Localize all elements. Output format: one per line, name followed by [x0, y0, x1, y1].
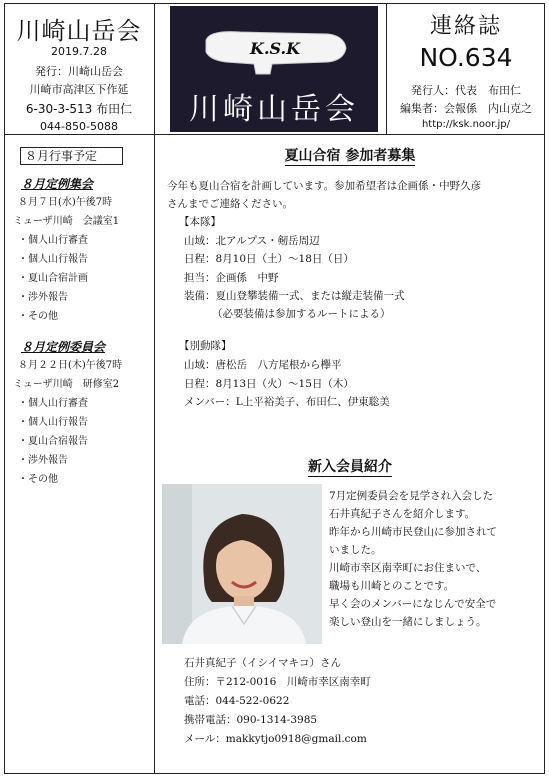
member-name: 石井真紀子（イシイマキコ）さん [184, 657, 341, 669]
main-party-dates: 日程：8月10日（土）～18日（日） [184, 253, 354, 265]
regular-meeting-datetime: ８月７日(水)午後7時 [18, 197, 113, 208]
intro-line: 川崎市幸区南幸町にお住まいで、 [329, 562, 487, 574]
schedule-sidebar [4, 135, 155, 774]
member-mobile: 携帯電話：090-1314-3985 [184, 714, 318, 726]
committee-meeting-title: ８月定例委員会 [21, 340, 106, 354]
new-member-title: 新入会員紹介 [308, 459, 392, 475]
portrait-image [162, 484, 322, 644]
logo-club-name: 川崎山岳会 [189, 92, 359, 127]
member-photo [162, 484, 322, 644]
list-item: ・夏山合宿計画 [18, 273, 88, 284]
list-item: ・個人山行報告 [18, 417, 88, 428]
intro-line: 職場も川崎とのことです。 [329, 580, 455, 592]
summer-camp-title: 夏山合宿 参加者募集 [284, 148, 416, 164]
header-newsletter-info [386, 3, 545, 134]
list-item: ・その他 [18, 474, 58, 485]
logo-ksk-text: K.S.K [250, 39, 300, 58]
header-club-info [4, 3, 155, 134]
intro-line: 楽しい登山を一緒にしましょう。 [329, 616, 487, 628]
issue-number: NO.634 [419, 43, 513, 72]
publisher: 発行：川崎山岳会 [35, 65, 123, 78]
main-party-area: 山域：北アルプス・剱岳周辺 [184, 235, 320, 247]
summer-camp-intro-1: 今年も夏山合宿を計画しています。参加希望者は企画係・中野久彦 [167, 180, 482, 192]
regular-meeting-place: ミューザ川崎 会議室1 [13, 216, 120, 227]
club-phone: 044-850-5088 [40, 120, 118, 133]
list-item: ・個人山行審査 [18, 235, 88, 246]
list-item: ・渉外報告 [18, 292, 68, 303]
issuer: 発行人：代表 布田仁 [411, 84, 521, 97]
address-line-2: 6-30-3-513 布田仁 [25, 102, 133, 116]
main-party-contact: 担当：企画係 中野 [184, 272, 279, 284]
address-line-1: 川崎市高津区下作延 [29, 83, 129, 96]
intro-line: 昨年から川崎市民登山に参加されて [329, 526, 497, 538]
club-name: 川崎山岳会 [16, 17, 142, 45]
intro-line: いました。 [329, 544, 382, 556]
list-item: ・個人山行報告 [18, 254, 88, 265]
intro-line: 石井真紀子さんを紹介します。 [329, 508, 476, 520]
list-item: ・個人山行審査 [18, 398, 88, 409]
website-link[interactable]: http://ksk.noor.jp/ [421, 119, 511, 130]
list-item: ・その他 [18, 311, 58, 322]
schedule-heading: ８月行事予定 [20, 147, 123, 165]
member-email[interactable]: メール：makkytjo0918@gmail.com [184, 733, 367, 745]
issue-date: 2019.7.28 [51, 45, 107, 58]
summer-camp-intro-2: さんまでご連絡ください。 [167, 198, 293, 210]
committee-meeting-place: ミューザ川崎 研修室2 [13, 379, 120, 390]
list-item: ・渉外報告 [18, 455, 68, 466]
main-party-label: 【本隊】 [179, 216, 221, 228]
main-party-gear: 装備：夏山登攀装備一式、または縦走装備一式 [184, 290, 405, 302]
intro-line: 早く会のメンバーになじんで安全で [329, 598, 497, 610]
sub-party-label: 【別動隊】 [179, 340, 232, 352]
list-item: ・夏山合宿報告 [18, 436, 88, 447]
member-address: 住所：〒212-0016 川崎市幸区南幸町 [184, 676, 371, 688]
newsletter-title: 連絡誌 [429, 14, 502, 39]
club-logo [170, 6, 378, 132]
sub-party-members: メンバー：L上平裕美子、布田仁、伊東聡美 [184, 396, 390, 408]
main-party-gear-note: （必要装備は参加するルートによる） [212, 308, 391, 320]
regular-meeting-title: ８月定例集会 [21, 177, 94, 191]
intro-line: 7月定例委員会を見学され入会した [329, 490, 494, 502]
member-phone: 電話：044-522-0622 [184, 695, 290, 707]
ice-axe-icon [200, 26, 350, 76]
sub-party-area: 山域：唐松岳 八方尾根から欅平 [184, 359, 342, 371]
sub-party-dates: 日程：8月13日（火）～15日（木） [184, 378, 354, 390]
editor: 編集者：会報係 内山克之 [400, 102, 532, 115]
committee-meeting-datetime: ８月２２日(木)午後7時 [18, 360, 123, 371]
